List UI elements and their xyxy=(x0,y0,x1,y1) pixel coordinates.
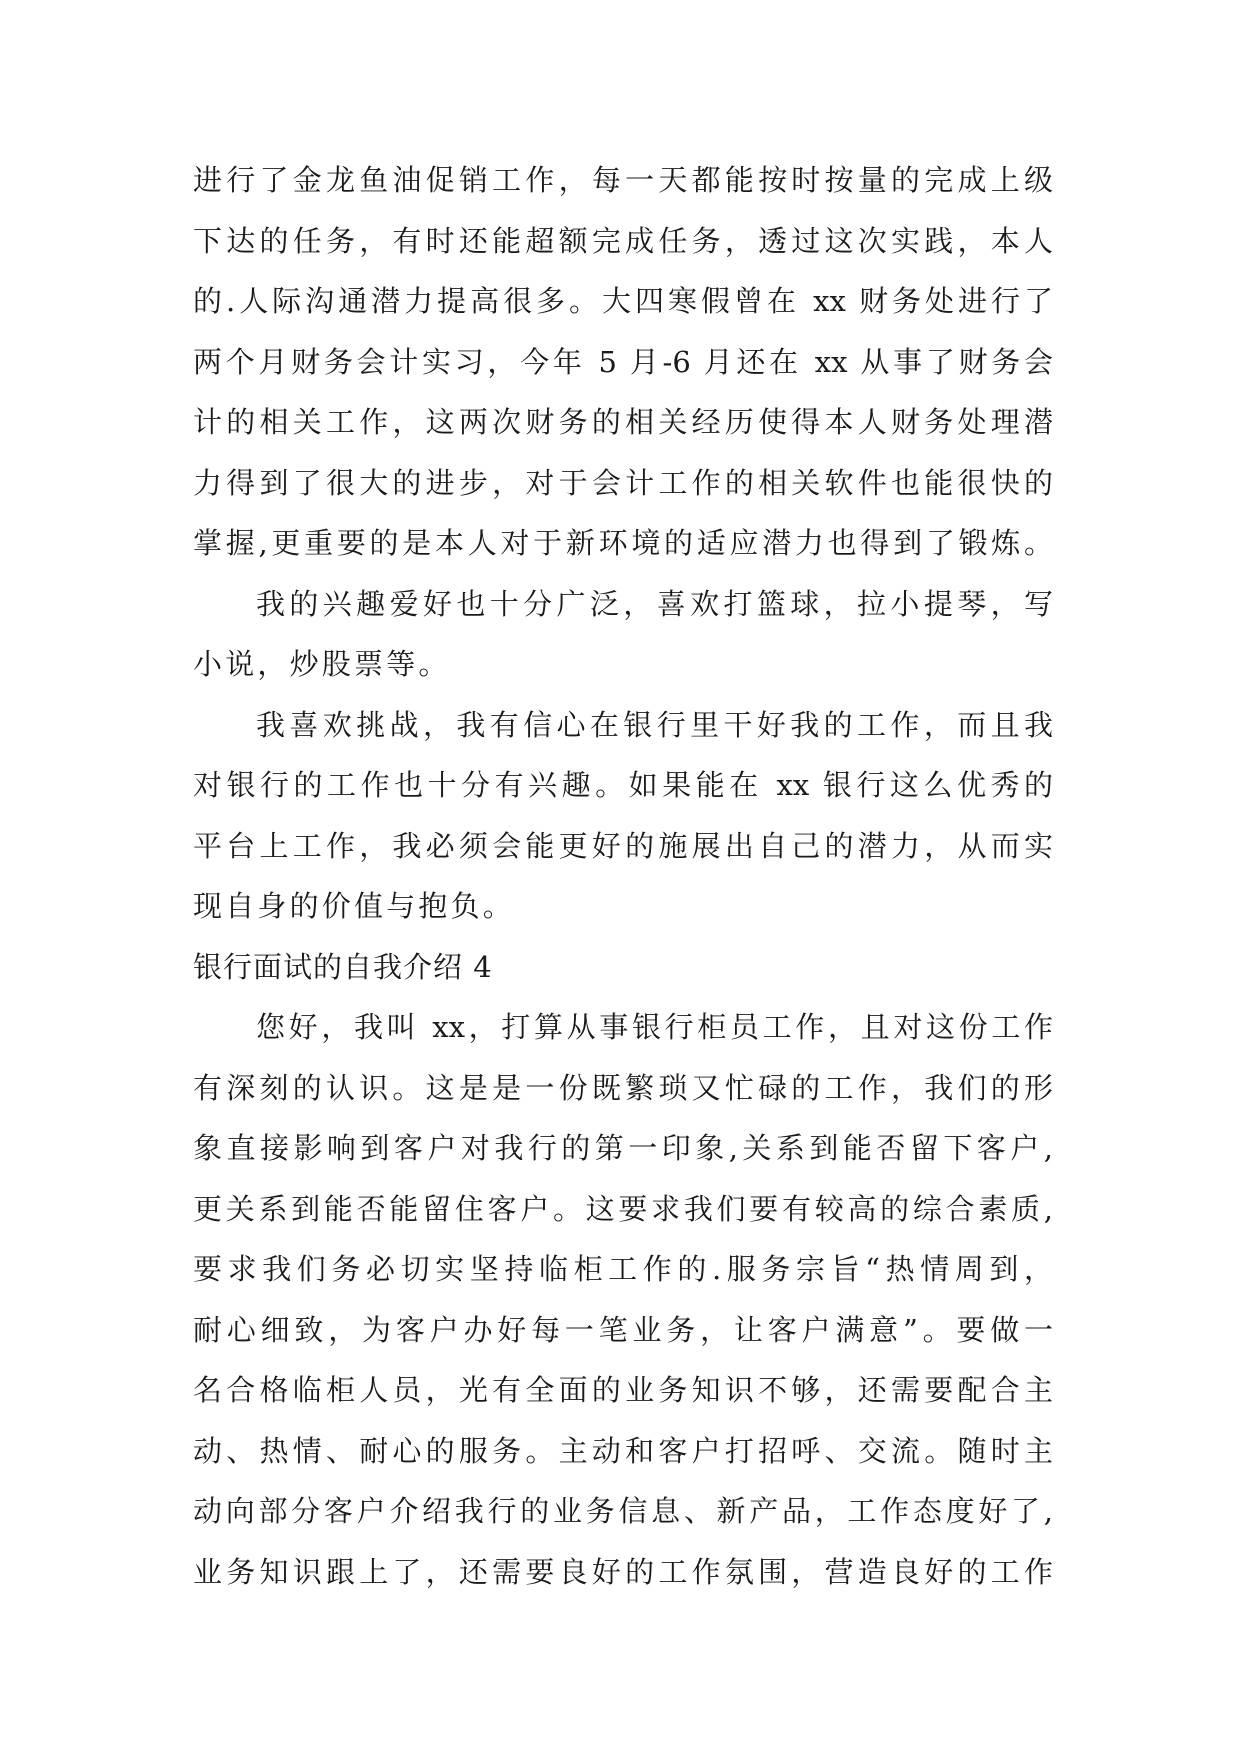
text-line: 有深刻的认识。这是是一份既繁琐又忙碌的工作，我们的形 xyxy=(193,1070,1053,1105)
text-line: 进行了金龙鱼油促销工作，每一天都能按时按量的完成上级 xyxy=(193,163,1053,197)
paragraph-first-line: 我喜欢挑战，我有信心在银行里干好我的工作，而且我 xyxy=(256,707,1053,742)
text-line: 现自身的价值与抱负。 xyxy=(193,889,516,923)
paragraph-first-line: 我的兴趣爱好也十分广泛，喜欢打篮球，拉小提琴，写 xyxy=(256,586,1053,621)
text-line: 动、热情、耐心的服务。主动和客户打招呼、交流。随时主 xyxy=(193,1433,1053,1468)
text-line: 象直接影响到客户对我行的第一印象,关系到能否留下客户, xyxy=(193,1131,1053,1165)
text-line: 掌握,更重要的是本人对于新环境的适应潜力也得到了锻炼。 xyxy=(193,526,1053,560)
text-line: 力得到了很大的进步，对于会计工作的相关软件也能很快的 xyxy=(193,465,1053,500)
body-text xyxy=(193,150,1053,1602)
text-line: 小说，炒股票等。 xyxy=(193,647,451,681)
text-line: 平台上工作，我必须会能更好的施展出自己的潜力，从而实 xyxy=(193,828,1053,863)
section-heading: 银行面试的自我介绍 4 xyxy=(193,949,493,984)
text-line: 耐心细致，为客户办好每一笔业务，让客户满意”。要做一 xyxy=(193,1312,1053,1347)
text-line: 要求我们务必切实坚持临柜工作的.服务宗旨“热情周到， xyxy=(193,1252,1053,1286)
text-line: 两个月财务会计实习，今年 5 月-6 月还在 xx 从事了财务会 xyxy=(193,344,1053,379)
text-line: 业务知识跟上了，还需要良好的工作氛围，营造良好的工作 xyxy=(193,1554,1053,1589)
paragraph-first-line: 您好，我叫 xx，打算从事银行柜员工作，且对这份工作 xyxy=(256,1010,1053,1044)
text-line: 动向部分客户介绍我行的业务信息、新产品，工作态度好了, xyxy=(193,1494,1053,1528)
text-line: 更关系到能否能留住客户。这要求我们要有较高的综合素质, xyxy=(193,1191,1053,1226)
text-line: 名合格临柜人员，光有全面的业务知识不够，还需要配合主 xyxy=(193,1373,1053,1407)
text-line: 的.人际沟通潜力提高很多。大四寒假曾在 xx 财务处进行了 xyxy=(193,284,1053,318)
text-line: 下达的任务，有时还能超额完成任务，透过这次实践，本人 xyxy=(193,223,1053,258)
text-line: 对银行的工作也十分有兴趣。如果能在 xx 银行这么优秀的 xyxy=(193,768,1053,802)
text-line: 计的相关工作，这两次财务的相关经历使得本人财务处理潜 xyxy=(193,405,1053,439)
